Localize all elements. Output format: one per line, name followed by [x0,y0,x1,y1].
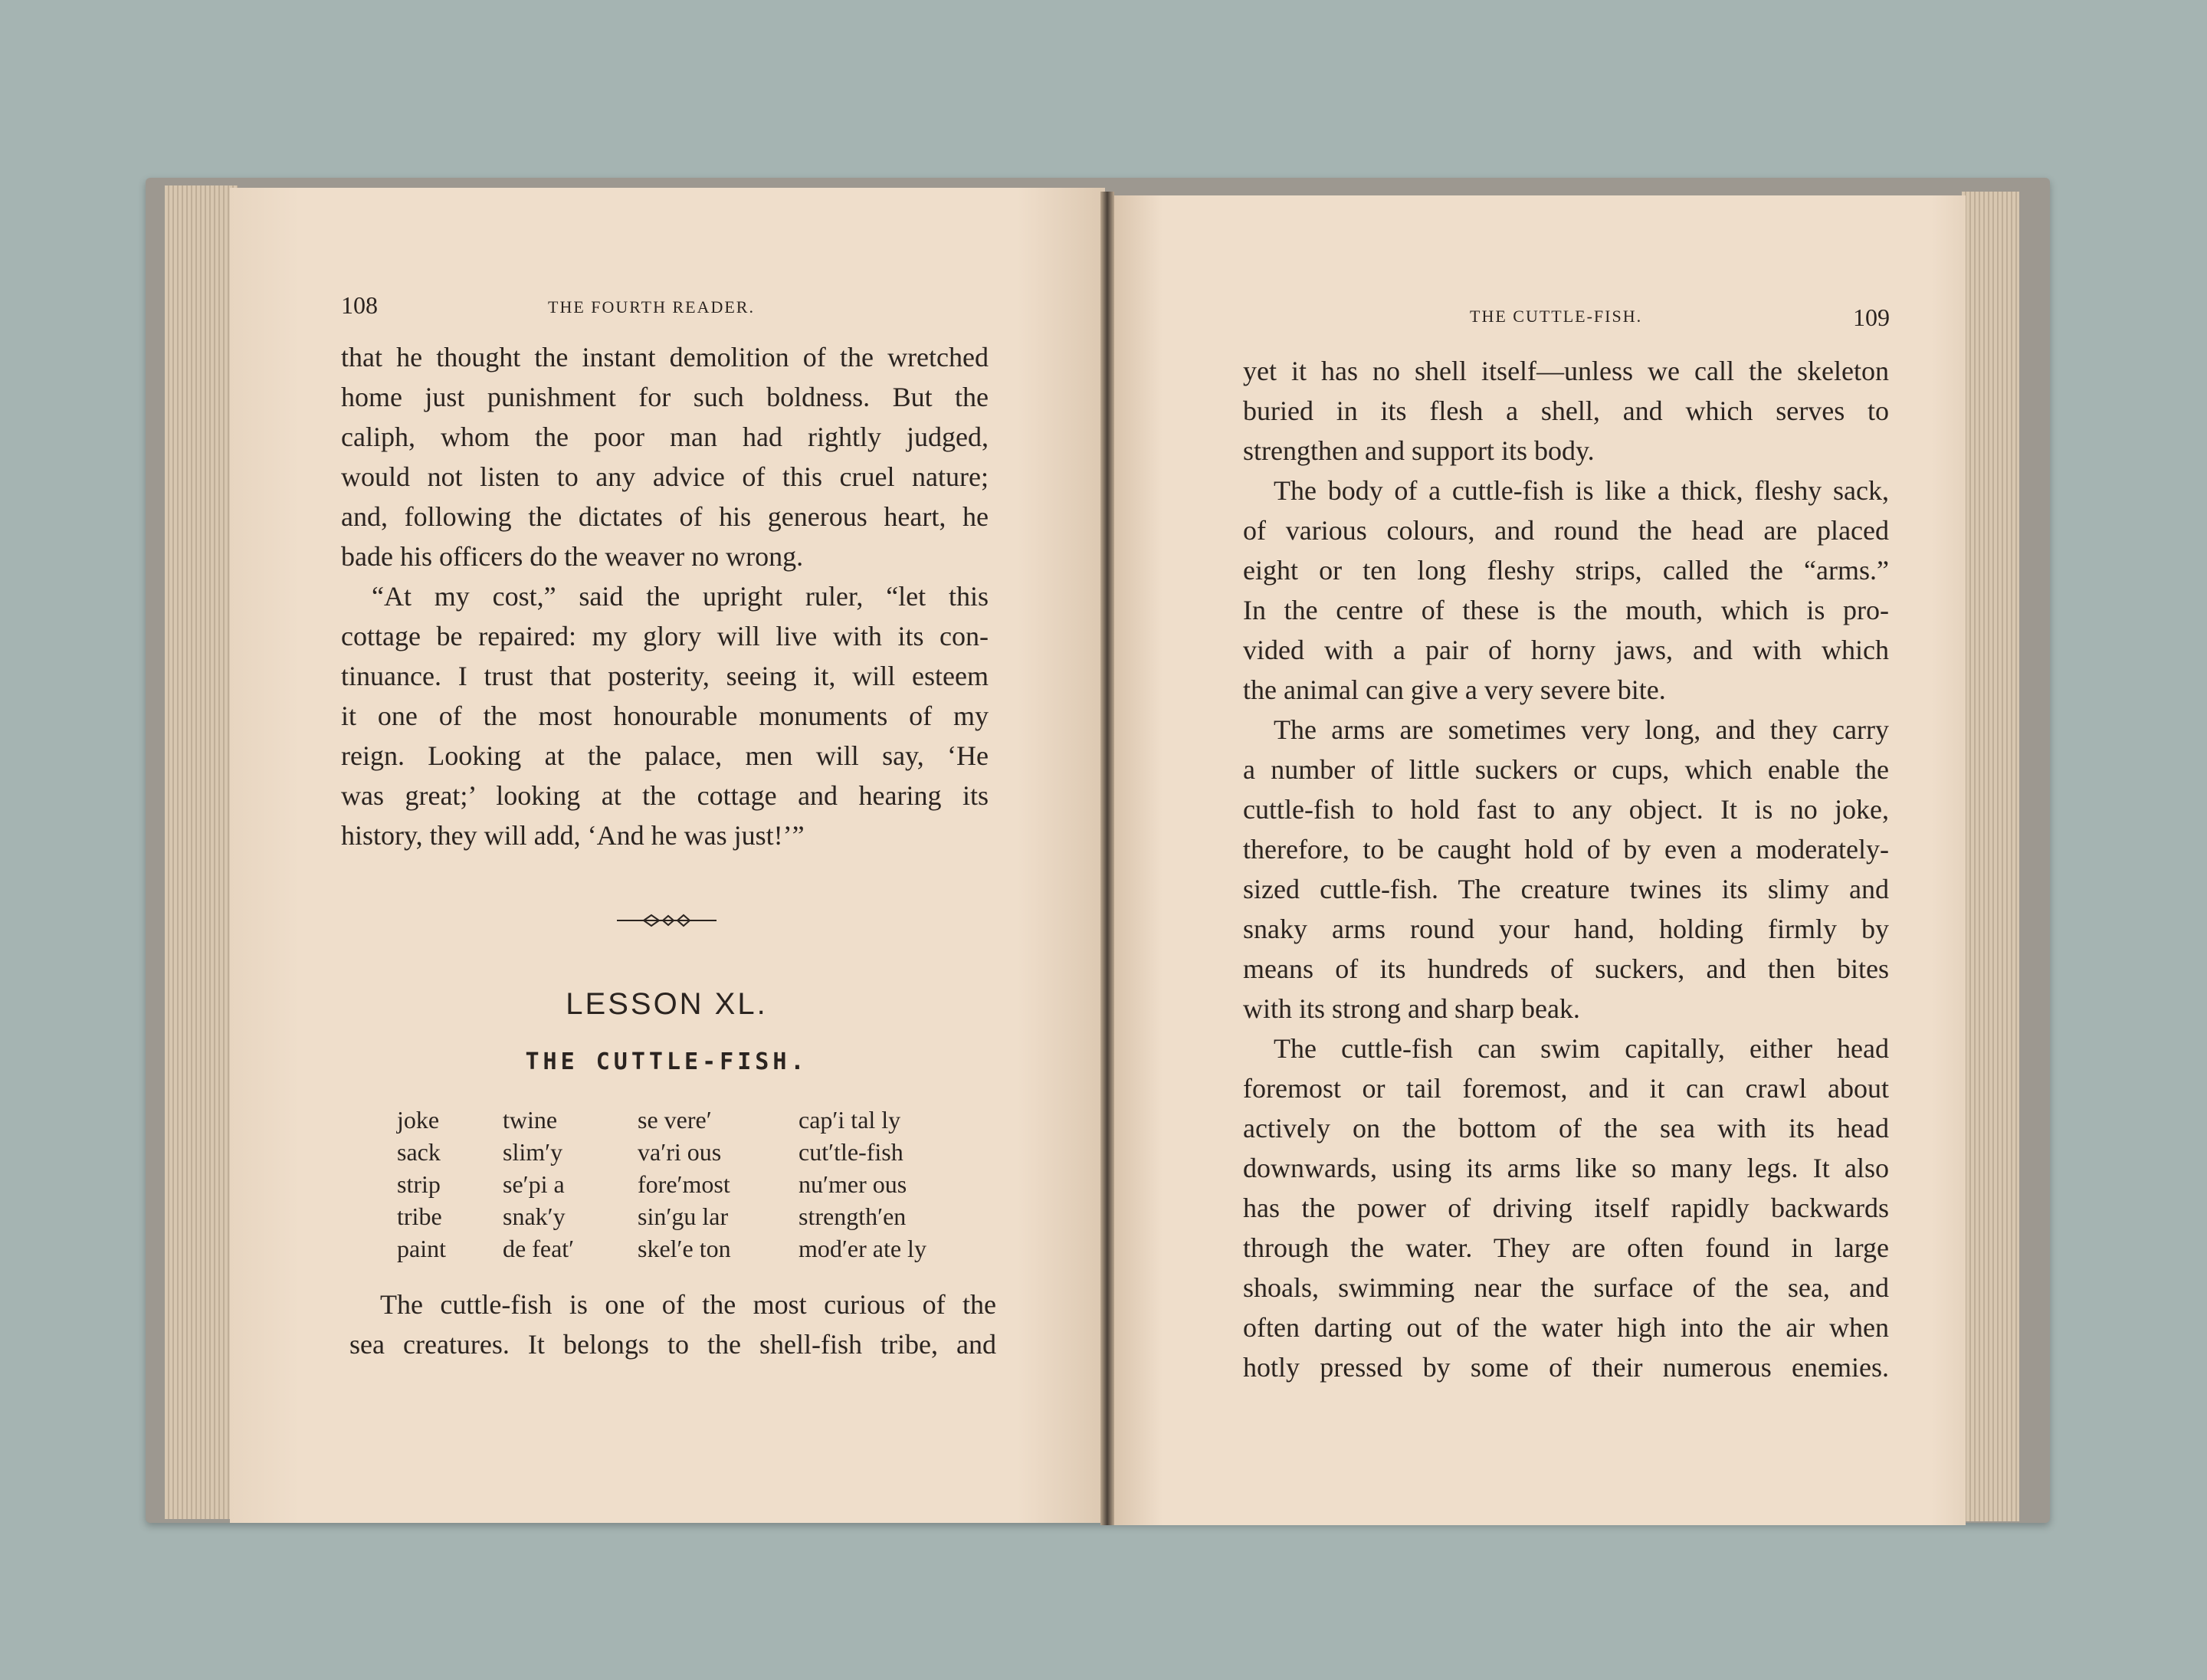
text-line: vided with a pair of horny jaws, and with which [1243,635,1889,665]
spelling-word: fore′most [638,1170,730,1198]
page-edges-left [165,185,238,1519]
text-line: has the power of driving itself rapidly backwards [1243,1193,1889,1223]
text-line: eight or ten long fleshy strips, called the “arms.” [1243,555,1889,586]
spelling-word: slim′y [503,1138,563,1166]
page-edges-right [1962,192,2019,1521]
text-line: therefore, to be caught hold of by even a moderately- [1243,834,1889,865]
spelling-word: sin′gu lar [638,1203,729,1230]
text-line: sized cuttle-fish. The creature twines its slimy and [1243,874,1889,904]
right-page-number: 109 [1853,304,1890,331]
spelling-word: snak′y [503,1203,566,1230]
text-line: it one of the most honourable monuments of my [341,701,989,731]
text-line: through the water. They are often found in large [1243,1232,1889,1263]
text-line: a number of little suckers or cups, which enable the [1243,754,1889,785]
spelling-word: sack [397,1138,441,1166]
lesson-title: LESSON XL. [566,987,768,1021]
text-line: sea creatures. It belongs to the shell-fish tribe, and [349,1329,996,1360]
left-running-head: THE FOURTH READER. [548,297,755,317]
spelling-word: paint [397,1235,446,1262]
spelling-word: twine [503,1106,558,1134]
text-line: The arms are sometimes very long, and they carry [1274,714,1889,745]
text-line: strengthen and support its body. [1243,435,1595,466]
text-line: caliph, whom the poor man had rightly judged, [341,422,989,452]
text-line: snaky arms round your hand, holding firmly by [1243,914,1889,944]
book-gutter [1100,192,1114,1525]
text-line: actively on the bottom of the sea with its head [1243,1113,1889,1144]
spelling-word: tribe [397,1203,442,1230]
text-line: hotly pressed by some of their numerous enemies. [1243,1352,1889,1383]
spelling-word: va′ri ous [638,1138,722,1166]
spelling-word: se′pi a [503,1170,565,1198]
text-line: the animal can give a very severe bite. [1243,674,1666,705]
text-line: In the centre of these is the mouth, which is pro- [1243,595,1889,625]
right-running-head: THE CUTTLE-FISH. [1470,307,1643,326]
text-line: downwards, using its arms like so many legs. It also [1243,1153,1889,1183]
text-line: cottage be repaired: my glory will live with its con- [341,621,989,651]
spelling-word: cut′tle-fish [799,1138,903,1166]
text-line: shoals, swimming near the surface of the sea, and [1243,1272,1889,1303]
text-line: history, they will add, ‘And he was just!’” [341,820,805,851]
spelling-word: strength′en [799,1203,907,1230]
spelling-word: strip [397,1170,441,1198]
text-line: of various colours, and round the head are placed [1243,515,1889,546]
text-line: bade his officers do the weaver no wrong. [341,541,804,572]
text-line: was great;’ looking at the cottage and hearing its [341,780,989,811]
text-line: reign. Looking at the palace, men will say, ‘He [341,740,989,771]
spelling-word: cap′i tal ly [799,1106,901,1134]
spelling-word: nu′mer ous [799,1170,907,1198]
left-page-number: 108 [341,291,378,319]
text-line: The body of a cuttle-fish is like a thick, fleshy sack, [1274,475,1889,506]
text-line: tinuance. I trust that posterity, seeing it, will esteem [341,661,989,691]
text-line: often darting out of the water high into the air when [1243,1312,1889,1343]
text-line: that he thought the instant demolition of the wretched [341,342,989,372]
lesson-subtitle: THE CUTTLE-FISH. [525,1048,808,1075]
text-line: and, following the dictates of his generous heart, he [341,501,989,532]
text-line: buried in its flesh a shell, and which serves to [1243,395,1889,426]
spelling-word: mod′er ate ly [799,1235,926,1262]
text-line: “At my cost,” said the upright ruler, “let this [372,581,989,612]
ornament-divider [613,909,720,932]
spelling-word: skel′e ton [638,1235,731,1262]
text-line: The cuttle-fish is one of the most curious of the [380,1289,996,1320]
spelling-word: se vere′ [638,1106,712,1134]
text-line: The cuttle-fish can swim capitally, either head [1274,1033,1889,1064]
text-line: would not listen to any advice of this cruel nature; [341,461,989,492]
spelling-word: joke [397,1106,440,1134]
spelling-word: de feat′ [503,1235,575,1262]
text-line: home just punishment for such boldness. But the [341,382,989,412]
text-line: means of its hundreds of suckers, and then bites [1243,953,1889,984]
text-line: yet it has no shell itself—unless we call the skeleton [1243,356,1889,386]
text-line: foremost or tail foremost, and it can crawl about [1243,1073,1889,1104]
text-line: with its strong and sharp beak. [1243,993,1580,1024]
text-line: cuttle-fish to hold fast to any object. It is no joke, [1243,794,1889,825]
